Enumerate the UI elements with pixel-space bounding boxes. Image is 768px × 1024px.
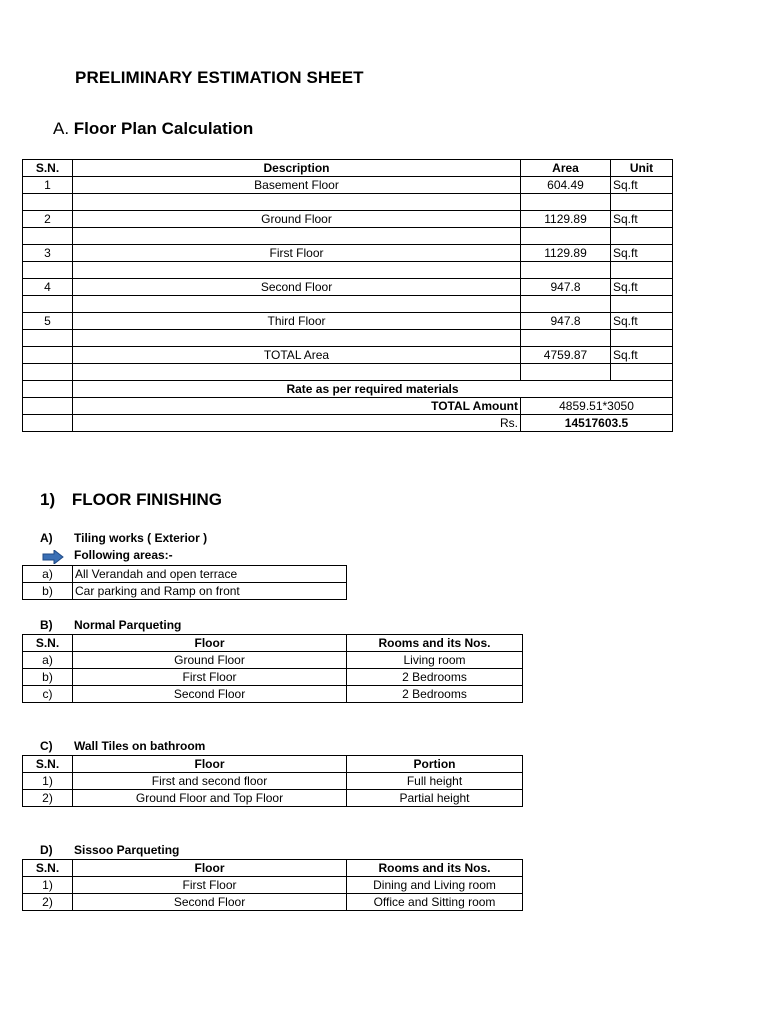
- table-row: [23, 313, 673, 330]
- row-unit: Sq.ft: [611, 347, 673, 364]
- table-row: [23, 877, 523, 894]
- table-row: [23, 652, 523, 669]
- row-sn: 2): [23, 894, 73, 911]
- total-amount-row: [23, 398, 673, 415]
- floor-plan-table: [22, 159, 673, 432]
- sissoo-letter: D): [40, 843, 53, 857]
- row-sn: b): [23, 669, 73, 686]
- header-floor: Floor: [73, 635, 347, 652]
- item-text: Car parking and Ramp on front: [73, 583, 347, 600]
- spacer-row: [23, 262, 673, 279]
- header-portion: Portion: [347, 756, 523, 773]
- wall-heading: Wall Tiles on bathroom: [74, 739, 206, 753]
- row-sn: 2: [23, 211, 73, 228]
- item-text: All Verandah and open terrace: [73, 566, 347, 583]
- header-sn: S.N.: [23, 860, 73, 877]
- tiling-letter: A): [40, 531, 53, 545]
- section-1-heading: [40, 490, 222, 510]
- normal-heading: Normal Parqueting: [74, 618, 182, 632]
- row-floor: First and second floor: [73, 773, 347, 790]
- rs-value: 14517603.5: [521, 415, 673, 432]
- tiling-heading: Tiling works ( Exterior ): [74, 531, 208, 545]
- normal-parqueting-table: [22, 634, 523, 703]
- row-area: 947.8: [521, 313, 611, 330]
- normal-letter: B): [40, 618, 53, 632]
- tiling-table: [22, 565, 347, 600]
- total-area-row: [23, 347, 673, 364]
- section-1-label: FLOOR FINISHING: [71, 490, 223, 509]
- table-row: [23, 279, 673, 296]
- header-unit: Unit: [611, 160, 673, 177]
- row-rooms: 2 Bedrooms: [347, 669, 523, 686]
- row-floor: Second Floor: [73, 894, 347, 911]
- header-rooms: Rooms and its Nos.: [347, 635, 523, 652]
- row-floor: Ground Floor and Top Floor: [73, 790, 347, 807]
- header-floor: Floor: [73, 860, 347, 877]
- row-description: Ground Floor: [73, 211, 521, 228]
- row-sn: 1): [23, 773, 73, 790]
- table-row: [23, 790, 523, 807]
- rs-label: Rs.: [73, 415, 521, 432]
- row-description: First Floor: [73, 245, 521, 262]
- list-item: [23, 583, 347, 600]
- section-a-heading: [53, 119, 253, 139]
- section-1-number: 1): [40, 490, 56, 509]
- row-sn: 3: [23, 245, 73, 262]
- header-rooms: Rooms and its Nos.: [347, 860, 523, 877]
- row-rooms: 2 Bedrooms: [347, 686, 523, 703]
- item-sn: b): [23, 583, 73, 600]
- wall-tiles-table: [22, 755, 523, 807]
- header-sn: S.N.: [23, 160, 73, 177]
- row-portion: Full height: [347, 773, 523, 790]
- list-item: [23, 566, 347, 583]
- row-unit: Sq.ft: [611, 279, 673, 296]
- page-title: PRELIMINARY ESTIMATION SHEET: [75, 68, 364, 87]
- rate-label: Rate as per required materials: [73, 381, 673, 398]
- spacer-row: [23, 194, 673, 211]
- header-sn: S.N.: [23, 635, 73, 652]
- row-rooms: Living room: [347, 652, 523, 669]
- row-sn: 2): [23, 790, 73, 807]
- row-description: Basement Floor: [73, 177, 521, 194]
- row-sn: 1: [23, 177, 73, 194]
- row-sn: [23, 347, 73, 364]
- row-floor: First Floor: [73, 877, 347, 894]
- table-row: [23, 669, 523, 686]
- row-area: 604.49: [521, 177, 611, 194]
- row-rooms: Office and Sitting room: [347, 894, 523, 911]
- wall-letter: C): [40, 739, 53, 753]
- arrow-right-icon: [42, 550, 64, 564]
- row-floor: First Floor: [73, 669, 347, 686]
- table-header-row: [23, 160, 673, 177]
- row-portion: Partial height: [347, 790, 523, 807]
- spacer-row: [23, 296, 673, 313]
- sissoo-parqueting-table: [22, 859, 523, 911]
- row-description: Third Floor: [73, 313, 521, 330]
- row-description: TOTAL Area: [73, 347, 521, 364]
- row-area: 1129.89: [521, 245, 611, 262]
- table-row: [23, 686, 523, 703]
- spacer-row: [23, 228, 673, 245]
- rs-row: [23, 415, 673, 432]
- spacer-row: [23, 330, 673, 347]
- row-floor: Ground Floor: [73, 652, 347, 669]
- table-header-row: [23, 635, 523, 652]
- row-area: 4759.87: [521, 347, 611, 364]
- row-rooms: Dining and Living room: [347, 877, 523, 894]
- table-row: [23, 211, 673, 228]
- row-description: Second Floor: [73, 279, 521, 296]
- row-sn: 1): [23, 877, 73, 894]
- row-unit: Sq.ft: [611, 313, 673, 330]
- header-floor: Floor: [73, 756, 347, 773]
- following-areas-label: Following areas:-: [74, 548, 173, 562]
- table-header-row: [23, 860, 523, 877]
- header-description: Description: [73, 160, 521, 177]
- row-sn: c): [23, 686, 73, 703]
- row-sn: a): [23, 652, 73, 669]
- row-unit: Sq.ft: [611, 177, 673, 194]
- item-sn: a): [23, 566, 73, 583]
- row-sn: 4: [23, 279, 73, 296]
- row-unit: Sq.ft: [611, 245, 673, 262]
- table-row: [23, 773, 523, 790]
- row-area: 1129.89: [521, 211, 611, 228]
- sissoo-heading: Sissoo Parqueting: [74, 843, 180, 857]
- rate-row: [23, 381, 673, 398]
- table-row: [23, 177, 673, 194]
- table-header-row: [23, 756, 523, 773]
- section-a-prefix: A.: [53, 119, 70, 138]
- header-area: Area: [521, 160, 611, 177]
- row-area: 947.8: [521, 279, 611, 296]
- row-sn: 5: [23, 313, 73, 330]
- section-a-label: Floor Plan Calculation: [73, 119, 254, 138]
- total-amount-label: TOTAL Amount: [73, 398, 521, 415]
- header-sn: S.N.: [23, 756, 73, 773]
- table-row: [23, 894, 523, 911]
- total-amount-value: 4859.51*3050: [521, 398, 673, 415]
- row-floor: Second Floor: [73, 686, 347, 703]
- spacer-row: [23, 364, 673, 381]
- table-row: [23, 245, 673, 262]
- row-unit: Sq.ft: [611, 211, 673, 228]
